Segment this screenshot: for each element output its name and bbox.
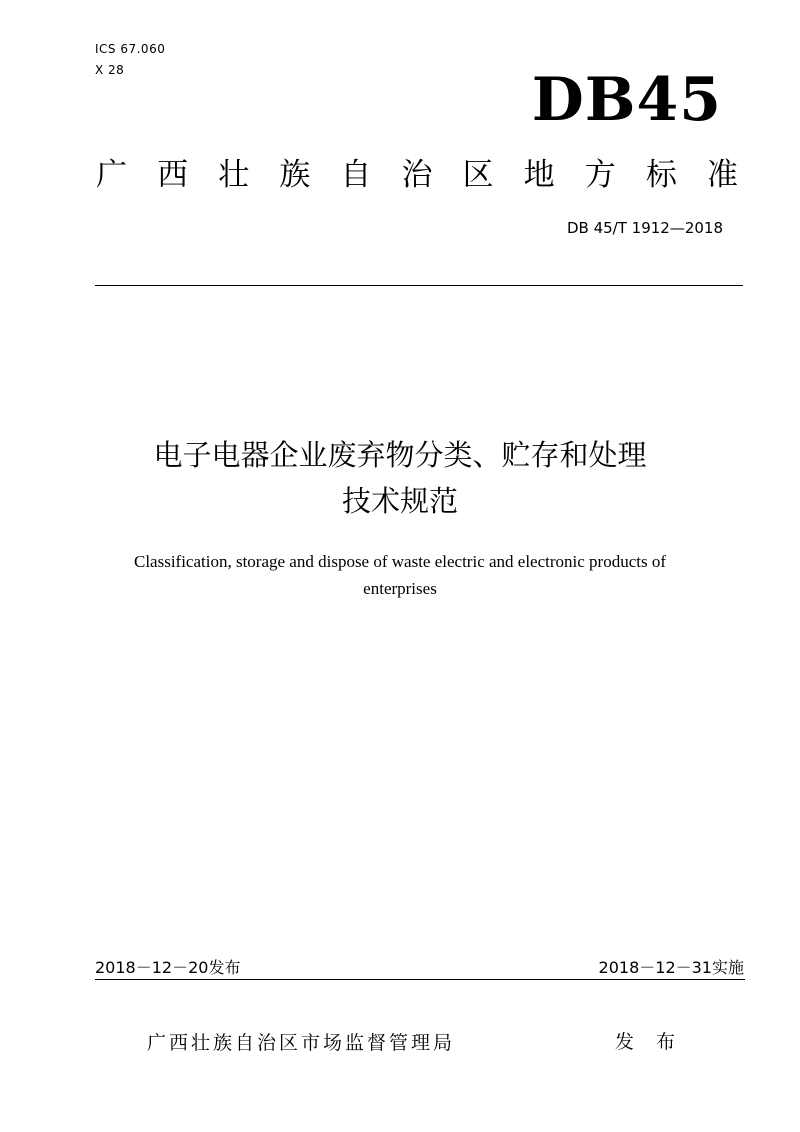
document-title-en-line1: Classification, storage and dispose of waste electric and electronic products of (133, 552, 666, 571)
standard-title-char: 广 (96, 157, 127, 193)
standard-title-char: 区 (462, 157, 494, 193)
document-title-cn-line2: 技术规范 (341, 484, 458, 518)
issue-date: 2018－12－20发布 (95, 958, 241, 977)
db-logo: DB45 (531, 65, 722, 135)
standard-category-title (96, 153, 738, 197)
standard-title-char: 治 (401, 157, 433, 193)
implementation-date: 2018－12－31实施 (598, 958, 744, 977)
standard-title-char: 准 (706, 157, 738, 193)
standard-title-char: 自 (340, 157, 372, 193)
standard-title-char: 标 (645, 157, 677, 193)
standard-title-char: 地 (523, 157, 555, 193)
standard-title-char: 壮 (218, 157, 250, 193)
document-title-cn-line1: 电子电器企业废弃物分类、贮存和处理 (153, 438, 647, 472)
issuing-authority: 广西壮族自治区市场监督管理局 (147, 1032, 456, 1054)
standard-title-char: 方 (584, 157, 616, 193)
standard-title-char: 西 (157, 157, 189, 193)
document-title-en-line2: enterprises (363, 579, 437, 598)
footer-divider (95, 979, 745, 980)
publish-label: 发 布 (615, 1031, 684, 1053)
standard-number: DB 45/T 1912—2018 (566, 219, 723, 237)
ics-code: ICS 67.060 (95, 42, 166, 56)
header-divider (95, 285, 743, 286)
ccs-code: X 28 (95, 63, 125, 77)
standard-title-char: 族 (279, 157, 311, 193)
